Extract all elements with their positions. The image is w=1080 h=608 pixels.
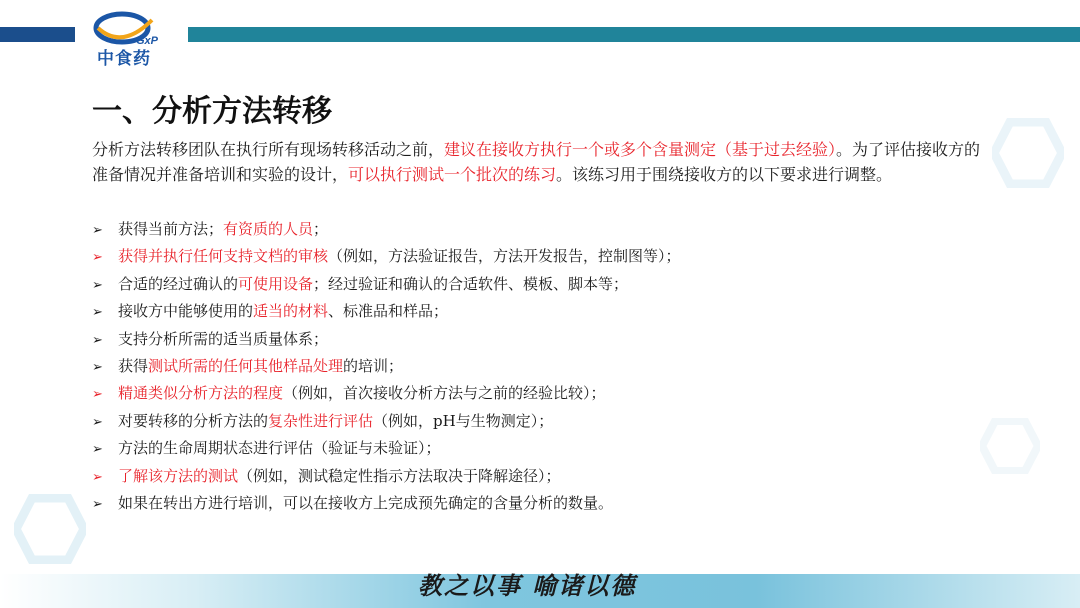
bullet-arrow-icon: ➢: [92, 387, 103, 403]
bullet-arrow-icon: ➢: [92, 250, 103, 266]
footer-slogan: 教之以事 喻诸以德: [418, 571, 637, 600]
list-item-highlight-text: 了解该方法的测试: [118, 466, 239, 485]
list-item-text: 合适的经过确认的: [118, 274, 239, 293]
list-item-text: 、标准品和样品；: [328, 302, 449, 321]
intro-highlight-text: 可以执行测试一个批次的练习: [348, 164, 557, 184]
list-item-text: 的培训；: [343, 356, 404, 375]
list-item: [92, 490, 992, 517]
list-item: [92, 380, 992, 407]
bullet-arrow-icon: ➢: [92, 469, 103, 485]
list-item-text: ；: [313, 220, 329, 238]
list-item-highlight-text: 精通类似分析方法的程度: [118, 384, 284, 403]
logo-gxp-mark: GxP: [136, 35, 159, 47]
hexagon-decoration-icon: [980, 418, 1040, 474]
bullet-arrow-icon: ➢: [92, 223, 103, 238]
intro-paragraph: [92, 138, 992, 187]
list-item: [92, 435, 992, 462]
list-item-text: 如果在转出方进行培训，可以在接收方上完成预先确定的含量分析的数量。: [118, 493, 614, 512]
bullet-arrow-icon: ➢: [92, 332, 103, 348]
list-item: [92, 408, 992, 435]
header-bar-right: [188, 27, 1080, 42]
intro-text: 。为了评估接收方的准备情况并准备培训和实验的设计，: [92, 140, 981, 184]
list-item-highlight-text: 适当的材料: [253, 302, 329, 321]
intro-text: 分析方法转移团队在执行所有现场转移活动之前，: [92, 140, 445, 159]
requirement-list: [92, 216, 992, 517]
list-item-text: （例如，方法验证报告，方法开发报告，控制图等）；: [328, 247, 681, 266]
list-item: [92, 353, 992, 380]
list-item-text: （例如，首次接收分析方法与之前的经验比较）；: [283, 384, 606, 403]
logo-name: 中食药: [97, 49, 151, 68]
bullet-arrow-icon: ➢: [92, 496, 103, 512]
list-item: [92, 216, 992, 243]
list-item-highlight-text: 获得并执行任何支持文档的审核: [118, 247, 329, 266]
bullet-arrow-icon: ➢: [92, 414, 103, 430]
list-item-highlight-text: 有资质的人员: [223, 220, 314, 238]
list-item: [92, 271, 992, 298]
list-item: [92, 243, 992, 270]
hexagon-decoration-icon: [992, 118, 1064, 188]
bullet-arrow-icon: ➢: [92, 277, 103, 293]
list-item-text: （例如，测试稳定性指示方法取决于降解途径）；: [238, 466, 561, 485]
list-item-text: ；经过验证和确认的合适软件、模板、脚本等；: [313, 274, 629, 293]
intro-highlight-text: 建议在接收方执行一个或多个含量测定（基于过去经验）: [444, 140, 837, 159]
list-item-text: 获得当前方法；: [118, 220, 224, 238]
list-item-highlight-text: 测试所需的任何其他样品处理: [148, 356, 344, 375]
bullet-arrow-icon: ➢: [92, 442, 103, 458]
list-item-text: （例如，pH与生物测定）；: [373, 411, 554, 430]
list-item-text: 接收方中能够使用的: [118, 302, 254, 321]
list-item: [92, 463, 992, 490]
intro-text: 。该练习用于围绕接收方的以下要求进行调整。: [556, 164, 893, 184]
header-bar-left: [0, 27, 75, 42]
list-item: [92, 298, 992, 325]
list-item-text: 对要转移的分析方法的: [118, 411, 269, 430]
bullet-arrow-icon: ➢: [92, 359, 103, 375]
hexagon-decoration-icon: [14, 494, 86, 564]
list-item-highlight-text: 可使用设备: [238, 274, 314, 293]
bullet-arrow-icon: ➢: [92, 305, 103, 321]
list-item-text: 支持分析所需的适当质量体系；: [118, 329, 329, 348]
list-item-text: 方法的生命周期状态进行评估（验证与未验证）；: [118, 439, 441, 458]
list-item-text: 获得: [118, 356, 149, 375]
list-item-highlight-text: 复杂性进行评估: [268, 411, 374, 430]
page-title: 一、分析方法转移: [92, 94, 332, 129]
list-item: [92, 326, 992, 353]
